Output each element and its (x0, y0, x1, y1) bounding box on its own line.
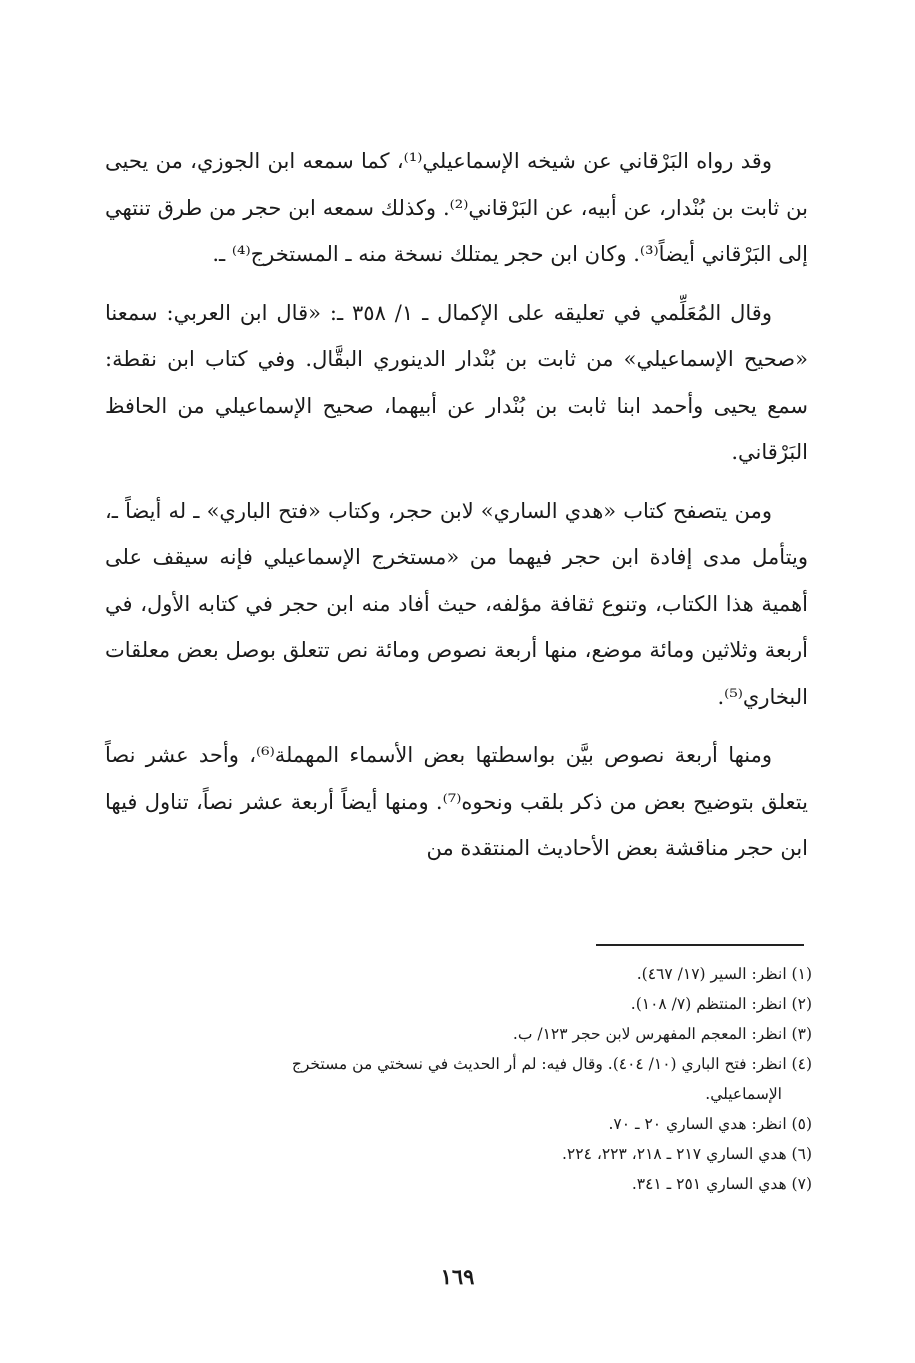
paragraph-1: وقد رواه البَرْقاني عن شيخه الإسماعيلي⁽¹⁾، كما سمعه ابن الجوزي، من يحيى بن ثابت بن بُنْدار، عن أبيه، عن البَرْقاني⁽²⁾. وكذلك سمعه ابن حجر من طرق تنتهي إلى البَرْقاني أيضاً⁽³⁾. وكان ابن حجر يمتلك نسخة منه ـ المستخرج⁽⁴⁾ ـ. (105, 149, 808, 266)
footnote-6: (٦) هدي الساري ٢١٧ ـ ٢١٨، ٢٢٣، ٢٢٤. (561, 1145, 812, 1163)
footnote-1: (١) انظر: السير (١٧/ ٤٦٧). (636, 965, 812, 983)
footnote-4: (٤) انظر: فتح الباري (١٠/ ٤٠٤). وقال فيه: لم أر الحديث في نسختي من مستخرج (291, 1055, 812, 1073)
paragraph-4: ومنها أربعة نصوص بيَّن بواسطتها بعض الأسماء المهملة⁽⁶⁾، وأحد عشر نصاً يتعلق بتوضيح بعض من ذكر بلقب ونحوه⁽⁷⁾. ومنها أيضاً أربعة عشر نصاً، تناول فيها ابن حجر مناقشة بعض الأحاديث المنتقدة من (105, 743, 808, 860)
footnote-3: (٣) انظر: المعجم المفهرس لابن حجر ١٢٣/ ب. (512, 1025, 812, 1043)
footnote-2: (٢) انظر: المنتظم (٧/ ١٠٨). (630, 995, 812, 1013)
footnote-separator (596, 944, 804, 946)
footnote-7: (٧) هدي الساري ٢٥١ ـ ٣٤١. (631, 1175, 812, 1193)
footnote-5: (٥) انظر: هدي الساري ٢٠ ـ ٧٠. (608, 1115, 812, 1133)
footnotes (100, 960, 812, 1200)
paragraph-3: ومن يتصفح كتاب «هدي الساري» لابن حجر، وكتاب «فتح الباري» ـ له أيضاً ـ، ويتأمل مدى إفادة ابن حجر فيهما من «مستخرج الإسماعيلي فإنه سيقف على أهمية هذا الكتاب، وتنوع ثقافة مؤلفه، حيث أفاد منه ابن حجر في كتابه الأول، في أربعة وثلاثين ومائة موضع، منها أربعة نصوص ومائة نص تتعلق بوصل بعض معلقات البخاري⁽⁵⁾. (105, 498, 808, 709)
page-number: ١٦٩ (440, 1264, 475, 1289)
main-text (105, 138, 808, 884)
footnote-4-continuation: الإسماعيلي. (705, 1085, 782, 1103)
paragraph-2: وقال المُعَلِّمي في تعليقه على الإكمال ـ ١/ ٣٥٨ ـ: «قال ابن العربي: سمعنا «صحيح الإسماعيلي» من ثابت بن بُنْدار الدينوري البقَّال. وفي كتاب ابن نقطة: سمع يحيى وأحمد ابنا ثابت بن بُنْدار عن أبيهما، صحيح الإسماعيلي من الحافظ البَرْقاني. (105, 300, 808, 464)
